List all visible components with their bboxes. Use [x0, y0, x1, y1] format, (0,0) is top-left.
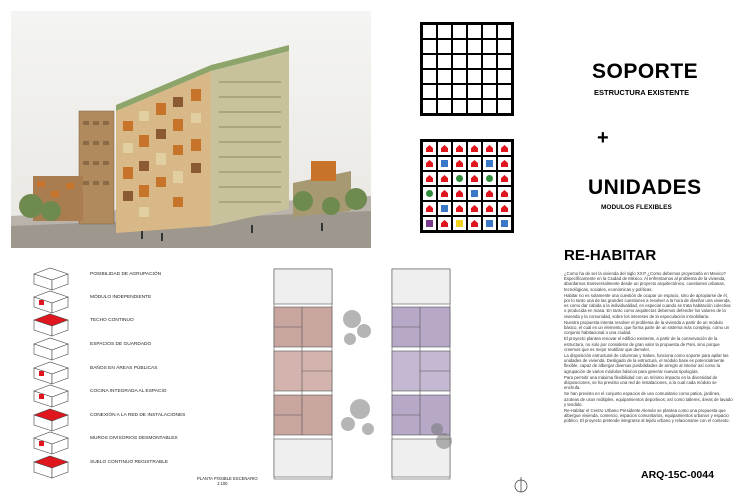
module-icon	[426, 220, 433, 227]
module-cell	[423, 217, 436, 230]
module-cell	[468, 217, 481, 230]
module-cell	[438, 157, 451, 170]
module-icon	[426, 190, 433, 197]
module-icon	[456, 220, 463, 227]
module-icon	[471, 175, 478, 182]
paragraph: Para permitir una máxima flexibilidad con un mínimo impacto en la diversidad de disposiciones, se ha previsto una red de instalaciones, a la cual cada módulo se enchufa.	[564, 374, 718, 391]
module-cell	[483, 187, 496, 200]
module-icon	[426, 160, 433, 167]
article-heading: RE-HABITAR	[564, 247, 657, 264]
module-cell	[468, 172, 481, 185]
paragraph: Nuestra propuesta intenta resolver el problema de la vivienda a partir de un módulo básico, el cual es un elemento, que forma parte de un sistema más complejo, como un conjunto habitacional o una ciudad.	[564, 319, 730, 336]
module-cell	[453, 187, 466, 200]
grid-cell	[423, 100, 436, 113]
module-icon	[456, 205, 463, 212]
module-cell	[423, 142, 436, 155]
module-icon	[456, 145, 463, 152]
module-icon	[486, 160, 493, 167]
module-cell	[468, 142, 481, 155]
legend-label: SUELO CONTINUO REGISTRABLE	[90, 460, 169, 465]
grid-cell	[453, 40, 466, 53]
module-cell	[483, 142, 496, 155]
subtitle-modulos: MODULOS FLEXIBLES	[601, 204, 672, 211]
legend-label: BAÑOS EN ÁREAS PÚBLICAS	[90, 366, 158, 371]
module-icon	[471, 145, 478, 152]
legend-label: TECHO CONTINUO	[90, 318, 134, 323]
article-body	[564, 271, 734, 425]
grid-cell	[483, 40, 496, 53]
legend-label: COCINA INTEGRADA AL ESPACIO	[90, 389, 167, 394]
module-cell	[483, 217, 496, 230]
floor-plans	[272, 259, 462, 489]
legend-label: MÓDULO INDEPENDIENTE	[90, 295, 152, 300]
module-cell	[468, 187, 481, 200]
module-icon	[486, 190, 493, 197]
grid-cell	[438, 85, 451, 98]
paragraph: Se han previsto en el conjunto espacios de uso comunitario como patios, jardines, azoteas de usos múltiples, equipamientos deportivos; así como talleres, áreas de lavado y tendido.	[564, 391, 733, 407]
grid-cell	[468, 85, 481, 98]
grid-cell	[483, 55, 496, 68]
module-cell	[423, 157, 436, 170]
legend-label: ESPACIOS DE GUARDADO	[90, 342, 152, 347]
title-unidades: UNIDADES	[588, 176, 702, 199]
module-icon	[486, 175, 493, 182]
module-cell	[498, 187, 511, 200]
legend-label: MUROS DIVISORIOS DESMONTABLES	[90, 436, 178, 441]
paragraph: La disposición estructural de columnas y trabes, funciona como soporte para apilar las unidades de vivienda. Desligado de la estructura, el módulo base es potencialmente flexible, capaz de albergar diversas posibilidades de arreglo al interior así como la agrupación de varios módulos básicos para generar nuevas tipologías.	[564, 353, 729, 374]
module-cell	[423, 172, 436, 185]
module-icon	[441, 175, 448, 182]
grid-cell	[483, 25, 496, 38]
grid-cell	[468, 55, 481, 68]
module-icon	[426, 145, 433, 152]
grid-cell	[483, 70, 496, 83]
module-diagram-icon	[32, 452, 72, 480]
grid-cell	[498, 85, 511, 98]
module-icon	[441, 205, 448, 212]
module-cell	[438, 217, 451, 230]
module-cell	[483, 202, 496, 215]
paragraph: ¿Como ha de ser la vivienda del siglo XXI? ¿Como debemos proyectarla en Mexico? Específicamente en la Ciudad de México. Al enfrentarnos al problema de la vivienda, abordamos transversalmente desde un proyecto arquitectónico, cuestiones urbanas, tecnológicas, sociales, económicas y políticas.	[564, 271, 726, 292]
grid-cell	[423, 85, 436, 98]
module-cell	[498, 217, 511, 230]
module-cell	[498, 157, 511, 170]
module-icon	[441, 145, 448, 152]
module-icon	[456, 190, 463, 197]
grid-cell	[438, 70, 451, 83]
module-icon	[486, 220, 493, 227]
module-icon	[456, 175, 463, 182]
grid-cell	[468, 100, 481, 113]
title-soporte: SOPORTE	[592, 60, 699, 83]
module-cell	[483, 172, 496, 185]
grid-cell	[438, 40, 451, 53]
structure-grid-icon	[420, 22, 514, 116]
plus-sign: +	[597, 127, 609, 149]
plan-caption-scale: 1:100	[217, 481, 228, 486]
module-icon	[456, 160, 463, 167]
module-cell	[498, 142, 511, 155]
module-icon	[441, 190, 448, 197]
module-cell	[453, 157, 466, 170]
grid-cell	[423, 25, 436, 38]
module-cell	[453, 202, 466, 215]
module-icon	[501, 145, 508, 152]
grid-cell	[498, 25, 511, 38]
grid-cell	[468, 25, 481, 38]
module-icon	[441, 220, 448, 227]
grid-cell	[498, 55, 511, 68]
grid-cell	[423, 40, 436, 53]
grid-cell	[453, 70, 466, 83]
module-cell	[498, 202, 511, 215]
subtitle-estructura: ESTRUCTURA EXISTENTE	[594, 88, 690, 97]
module-icon	[426, 175, 433, 182]
module-icon	[486, 145, 493, 152]
module-icon	[501, 160, 508, 167]
north-arrow-icon	[514, 476, 528, 499]
grid-cell	[453, 55, 466, 68]
grid-cell	[423, 55, 436, 68]
module-icon	[471, 190, 478, 197]
grid-cell	[438, 55, 451, 68]
grid-cell	[468, 40, 481, 53]
grid-cell	[438, 100, 451, 113]
module-icon	[501, 220, 508, 227]
grid-cell	[438, 25, 451, 38]
grid-cell	[498, 100, 511, 113]
building-render	[11, 11, 371, 248]
plan-caption-title: PLANTA POSIBLE ESCENARIO	[197, 476, 258, 481]
module-cell	[423, 202, 436, 215]
grid-cell	[483, 100, 496, 113]
module-cell	[438, 187, 451, 200]
module-icon	[486, 205, 493, 212]
grid-cell	[468, 70, 481, 83]
project-code: ARQ-15C-0044	[641, 469, 714, 481]
grid-cell	[483, 85, 496, 98]
module-icon	[426, 205, 433, 212]
module-cell	[438, 142, 451, 155]
paragraph: Habitar no es solamente una cuestión de ocupar un espacio, sino de apropiarse de él, por lo tanto una de las grandes cuestiones a resolver a la hora de diseñar una vivienda, es como dar cabida a la individualidad, en especial cuando se trata habitación colectiva o producida en masa. En tanto como arquitectos debemos defender los valores de la vivienda y la comunidad, sobre los intereses de la especulación inmobiliaria.	[564, 292, 731, 319]
module-icon	[471, 220, 478, 227]
module-cell	[438, 202, 451, 215]
grid-cell	[453, 100, 466, 113]
module-cell	[423, 187, 436, 200]
module-cell	[483, 157, 496, 170]
module-cell	[438, 172, 451, 185]
module-cell	[498, 172, 511, 185]
module-icon	[501, 190, 508, 197]
module-cell	[453, 142, 466, 155]
grid-cell	[453, 85, 466, 98]
modules-grid-icon	[420, 139, 514, 233]
module-icon	[501, 175, 508, 182]
plan-caption	[197, 476, 258, 486]
module-cell	[453, 217, 466, 230]
module-icon	[441, 160, 448, 167]
module-icon	[501, 205, 508, 212]
module-cell	[453, 172, 466, 185]
grid-cell	[498, 40, 511, 53]
grid-cell	[453, 25, 466, 38]
paragraph: El proyecto plantea renovar el edificio existente, a partir de la conservación de la estructura, no solo por considerar de gran valor la propuesta de Pani, sino porque creemos que es mejor reutilizar que demoler.	[564, 336, 720, 352]
legend-label: CONEXIÓN A LA RED DE INSTALACIONES	[90, 413, 186, 418]
module-cell	[468, 202, 481, 215]
legend-label: POSIBILIDAD DE AGRUPACIÓN	[90, 272, 162, 277]
module-icon	[471, 160, 478, 167]
grid-cell	[498, 70, 511, 83]
module-icon	[471, 205, 478, 212]
paragraph: Re-Habitar el Centro Urbano Presidente Alemán se plantea como una propuesta que albergue vivienda, comercio, espacios comunitarios, equipamientos urbanos y espacio público. El proyecto pretende integrarse al tejido urbano y relacionarse con el contexto.	[564, 408, 730, 424]
grid-cell	[423, 70, 436, 83]
module-cell	[468, 157, 481, 170]
